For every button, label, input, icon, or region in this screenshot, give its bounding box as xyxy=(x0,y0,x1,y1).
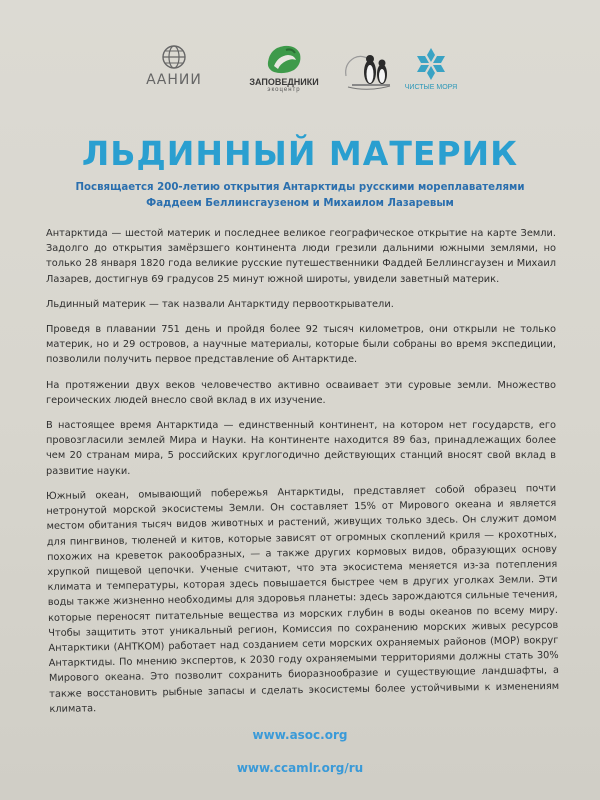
chistye-morya-logo-text: ЧИСТЫЕ МОРЯ xyxy=(404,84,458,91)
link-ccamlr[interactable]: www.ccamlr.org/ru xyxy=(236,761,364,775)
paragraph-exploration: На протяжении двух веков человечество активно осваивает эти суровые земли. Множество героических людей внесло свой вклад в их изучение. xyxy=(46,379,556,406)
links-block xyxy=(0,728,600,794)
zapovedniki-logo-subtext: экоцентр xyxy=(267,87,301,93)
aanii-logo-text: ААНИИ xyxy=(146,72,202,88)
paragraph-voyage: Проведя в плавании 751 день и пройдя более 92 тысяч километров, они открыли не только материк, но и 29 островов, а научные материалы, которые были собраны во время экспедиции, позволили получить первое представление об Антарктиде. xyxy=(46,324,556,366)
penguins-logo xyxy=(340,46,396,92)
body-text xyxy=(46,226,560,727)
chistye-morya-logo xyxy=(400,46,462,91)
paragraph-present-day: В настоящее время Антарктида — единственный континент, на котором нет государств, его провозгласили землей Мира и Науки. На континенте находится 89 баз, принадлежащих более чем 20 странам мира, 5 российских круглогодично действующих станций вносят свой вклад в развитие науки. xyxy=(46,420,556,477)
paragraph-intro: Антарктида — шестой материк и последнее великое географическое открытие на карте Земли. Задолго до открытия замёрзшего континента люди грезили дальними южными землями, но только 28 января 1820 года великие русские путешественники Фаддей Беллинсгаузен и Михаил Лазарев, достигнув 69 градусов 25 минут южной широты, увидели заветный материк. xyxy=(46,228,556,285)
zapovedniki-logo xyxy=(238,42,330,93)
aanii-logo xyxy=(136,44,212,88)
zapovedniki-logo-text: ЗАПОВЕДНИКИ xyxy=(249,77,319,87)
snowflake-icon xyxy=(414,46,448,82)
paragraph-name: Льдинный материк — так назвали Антарктиду первооткрыватели. xyxy=(46,298,394,310)
globe-icon xyxy=(161,44,187,70)
link-asoc[interactable]: www.asoc.org xyxy=(252,728,348,742)
subtitle xyxy=(30,180,570,212)
subtitle-line-1: Посвящается 200-летию открытия Антарктиды русскими мореплавателями xyxy=(75,182,525,193)
penguins-icon xyxy=(340,46,396,92)
leopard-icon xyxy=(264,42,304,76)
paragraph-southern-ocean: Южный океан, омывающий побережья Антарктиды, представляет собой образец почти нетронутой морской экосистемы Земли. Он составляет 15% от Мирового океана и является местом обитания тысяч видов животных и растений, живущих только здесь. Он служит домом для пингвинов, тюленей и китов, которые зависят от огромных скоплений криля — крохотных, похожих на креветок ракообразных, — а также других кормовых видов, образующих основу хрупкой пищевой цепочки. Ученые считают, что эта экосистема меняется из-за потепления климата и температуры, которая здесь повышается быстрее чем в других уголках Земли. Эти воды также жизненно необходимы для здоровья планеты: здесь зарождаются сильные течения, которые переносят питательные вещества из морских глубин в воды океанов по всему миру. Чтобы защитить этот уникальный регион, Комиссия по сохранению морских живых ресурсов Антарктики (АНТКОМ) работает над созданием сети морских охраняемых районов (МОР) вокруг Антарктиды. По мнению экспертов, к 2030 году охраняемыми территориями должны стать 30% Мирового океана. Это позволит сохранить биоразнообразие и существующие ландшафты, а также восстановить рыбные запасы и сделать экосистемы более устойчивыми к изменениям климата. xyxy=(46,482,560,715)
logo-row xyxy=(0,40,600,104)
page-title: ЛЬДИННЫЙ МАТЕРИК xyxy=(81,134,519,173)
subtitle-line-2: Фаддеем Беллинсгаузеном и Михаилом Лазаревым xyxy=(146,198,454,209)
